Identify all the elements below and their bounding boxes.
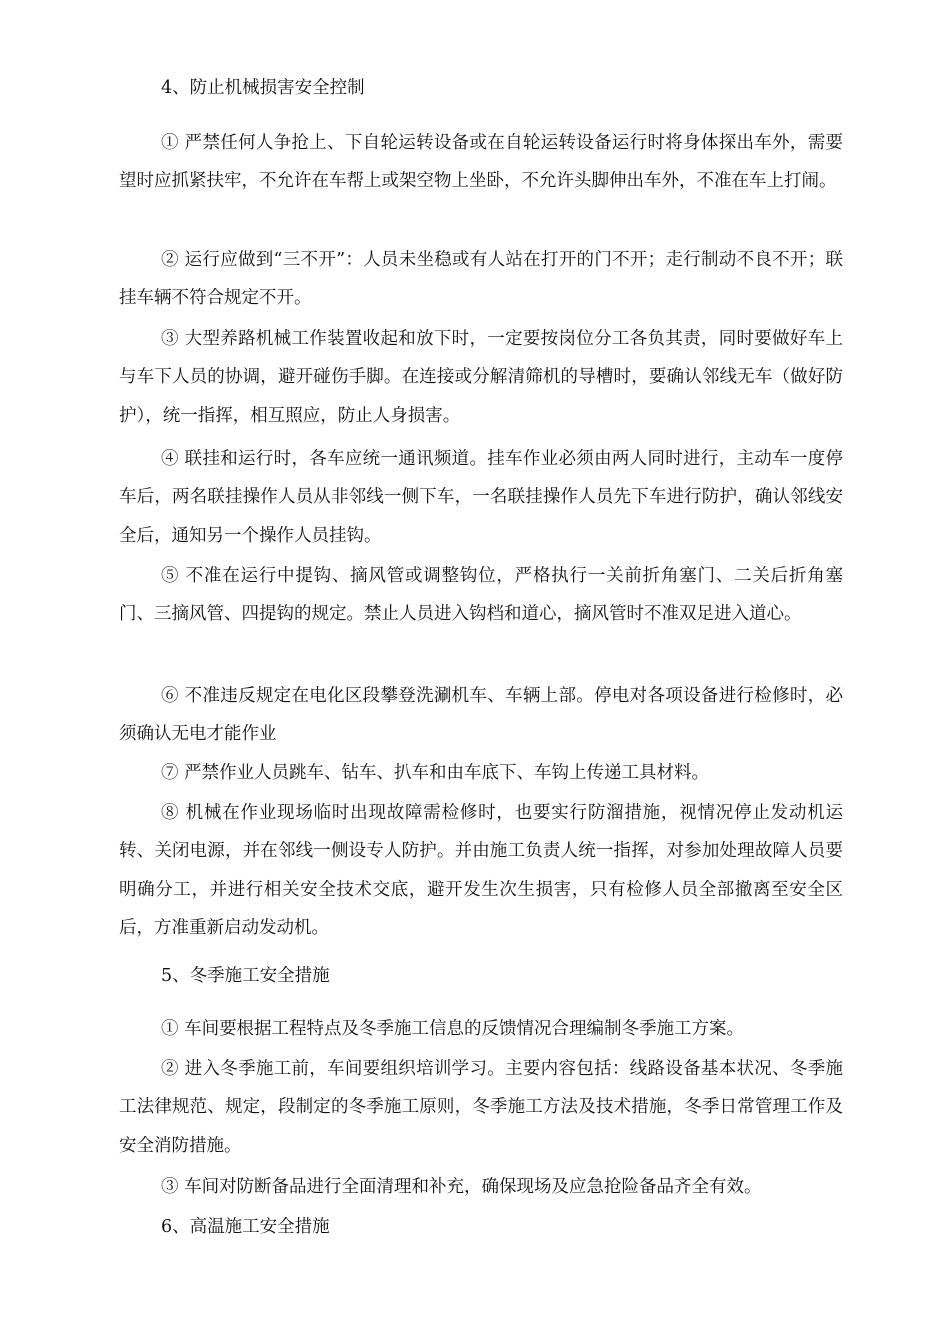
section-heading-4: 4、防止机械损害安全控制 (161, 78, 365, 98)
section-heading-6: 6、高温施工安全措施 (161, 1217, 330, 1237)
paragraph-5-2: ② 进入冬季施工前，车间要组织培训学习。主要内容包括：线路设备基本状况、冬季施工法律规范、规定，段制定的冬季施工原则，冬季施工方法及技术措施，冬季日常管理工作及安全消防措施。 (119, 1059, 843, 1156)
paragraph-4-7: ⑦ 严禁作业人员跳车、钻车、扒车和由车底下、车钩上传递工具材料。 (161, 763, 710, 783)
section-heading-5: 5、冬季施工安全措施 (161, 966, 330, 986)
paragraph-4-4: ④ 联挂和运行时，各车应统一通讯频道。挂车作业必须由两人同时进行，主动车一度停车后，两名联挂操作人员从非邻线一侧下车，一名联挂操作人员先下车进行防护，确认邻线安全后，通知另一个操作人员挂钩。 (119, 449, 843, 546)
paragraph-4-8: ⑧ 机械在作业现场临时出现故障需检修时，也要实行防溜措施，视情况停止发动机运转、关闭电源，并在邻线一侧设专人防护。并由施工负责人统一指挥，对参加处理故障人员要明确分工，并进行相关安全技术交底，避开发生次生损害，只有检修人员全部撤离至安全区后，方准重新启动发动机。 (119, 803, 843, 939)
paragraph-4-6: ⑥ 不准违反规定在电化区段攀登洗涮机车、车辆上部。停电对各项设备进行检修时，必须确认无电才能作业 (119, 686, 843, 745)
paragraph-5-1: ① 车间要根据工程特点及冬季施工信息的反馈情况合理编制冬季施工方案。 (161, 1019, 745, 1039)
paragraph-5-3: ③ 车间对防断备品进行全面清理和补充，确保现场及应急抢险备品齐全有效。 (161, 1177, 762, 1197)
paragraph-4-5: ⑤ 不准在运行中提钩、摘风管或调整钩位，严格执行一关前折角塞门、二关后折角塞门、三摘风管、四提钩的规定。禁止人员进入钩档和道心，摘风管时不准双足进入道心。 (119, 566, 843, 625)
paragraph-4-2: ② 运行应做到“三不开”：人员未坐稳或有人站在打开的门不开；走行制动不良不开；联挂车辆不符合规定不开。 (119, 250, 843, 309)
paragraph-4-1: ① 严禁任何人争抢上、下自轮运转设备或在自轮运转设备运行时将身体探出车外，需要 望时应抓紧扶牢，不允许在车帮上或架空物上坐卧，不允许头脚伸出车外，不准在车上打闹。 (119, 133, 843, 192)
paragraph-4-3: ③ 大型养路机械工作装置收起和放下时，一定要按岗位分工各负其责，同时要做好车上与车下人员的协调，避开碰伤手脚。在连接或分解清筛机的导槽时，要确认邻线无车（做好防护），统一指挥，相互照应，防止人身损害。 (119, 329, 843, 426)
